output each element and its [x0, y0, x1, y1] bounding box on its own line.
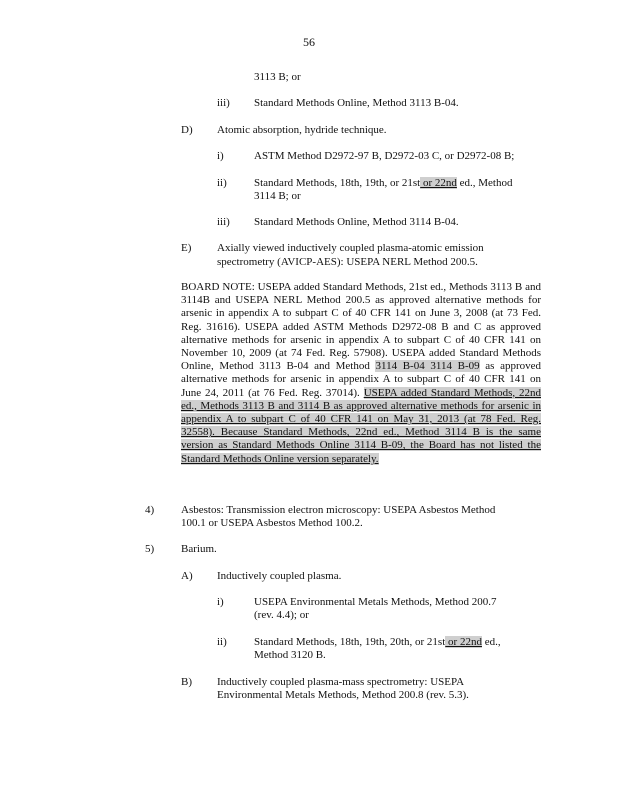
board-note — [181, 281, 541, 466]
item-label: D) — [181, 124, 193, 136]
board-note-highlight-a: 3114 B-04 3114 B-09 — [375, 360, 480, 373]
item-label: i) — [217, 596, 224, 608]
item-label: iii) — [217, 216, 230, 228]
item-text-c: ed., — [481, 636, 501, 648]
item-text: USEPA Environmental Metals Methods, Method 200.7 — [254, 596, 497, 608]
item-label: B) — [181, 676, 192, 688]
item-text: Inductively coupled plasma. — [217, 570, 342, 582]
item-text — [254, 177, 513, 190]
item-text: 100.1 or USEPA Asbestos Method 100.2. — [181, 517, 363, 529]
item-text-c: ed., Method — [456, 177, 513, 189]
item-label: 4) — [145, 504, 155, 516]
item-text: (rev. 4.4); or — [254, 609, 309, 621]
item-text-a: Standard Methods, 18th, 19th, 20th, or 21st — [254, 636, 446, 648]
board-note-part1: BOARD NOTE: USEPA added Standard Methods, 21st ed., Methods 3113 B and 3114B and USEPA NERL Method 200.5 as approved alternative methods for arsenic in appendix A to subpart C of 40 CFR 141 on June 3, 2008 (at 73 Fed. Reg. 31616). USEPA added ASTM Methods D2972-08 B and C as approved alternative methods for arsenic in appendix A to subpart C of 40 CFR 141 on November 10, 2009 (at 74 Fed. Reg. 57908). USEPA added Standard Methods Online, Method 3113 B-04 and Method — [181, 281, 541, 373]
item-text: Method 3120 B. — [254, 649, 326, 661]
item-text: ASTM Method D2972-97 B, D2972-03 C, or D2972-08 B; — [254, 150, 515, 162]
item-text: Inductively coupled plasma-mass spectrometry: USEPA — [217, 676, 465, 688]
item-label: ii) — [217, 636, 227, 648]
item-text: 3114 B; or — [254, 190, 301, 202]
item-text: Barium. — [181, 543, 217, 555]
item-text: Asbestos: Transmission electron microscopy: USEPA Asbestos Method — [181, 504, 496, 516]
highlighted-edition: or 22nd — [420, 177, 457, 189]
item-text: Standard Methods Online, Method 3113 B-04. — [254, 97, 459, 109]
item-label: iii) — [217, 97, 230, 109]
item-text: Environmental Metals Methods, Method 200.8 (rev. 5.3). — [217, 689, 469, 701]
item-text-a: Standard Methods, 18th, 19th, or 21st — [254, 177, 421, 189]
highlighted-edition: or 22nd — [445, 636, 482, 648]
item-text: Axially viewed inductively coupled plasma-atomic emission — [217, 242, 484, 254]
item-text: spectrometry (AVICP-AES): USEPA NERL Method 200.5. — [217, 256, 478, 268]
board-note-highlight-b: USEPA added Standard Methods, 22nd ed., Methods 3113 B and 3114 B as approved alternative methods for arsenic in appendix A to subpart C of 40 CFR 141 on May 31, 2013 (at 78 Fed. Reg. 32558). Because Standard Methods, 22nd ed., Method 3114 B is the same version as Standard Methods Online 3114 B-09, the Board has not listed the Standard Methods Online version separately. — [181, 386, 541, 465]
board-note-part3: as approved alternative methods for arsenic in appendix A to subpart C of 40 CFR 141 on June 24, 2011 (at 76 Fed. Reg. 37014). — [181, 360, 541, 399]
item-label: i) — [217, 150, 224, 162]
item-label: 5) — [145, 543, 155, 555]
line-3113b: 3113 B; or — [254, 71, 301, 83]
item-label: E) — [181, 242, 192, 254]
page-number: 56 — [303, 35, 315, 49]
item-text: Standard Methods Online, Method 3114 B-04. — [254, 216, 459, 228]
item-text: Atomic absorption, hydride technique. — [217, 124, 387, 136]
item-text — [254, 636, 501, 649]
item-label: A) — [181, 570, 193, 582]
item-label: ii) — [217, 177, 227, 189]
